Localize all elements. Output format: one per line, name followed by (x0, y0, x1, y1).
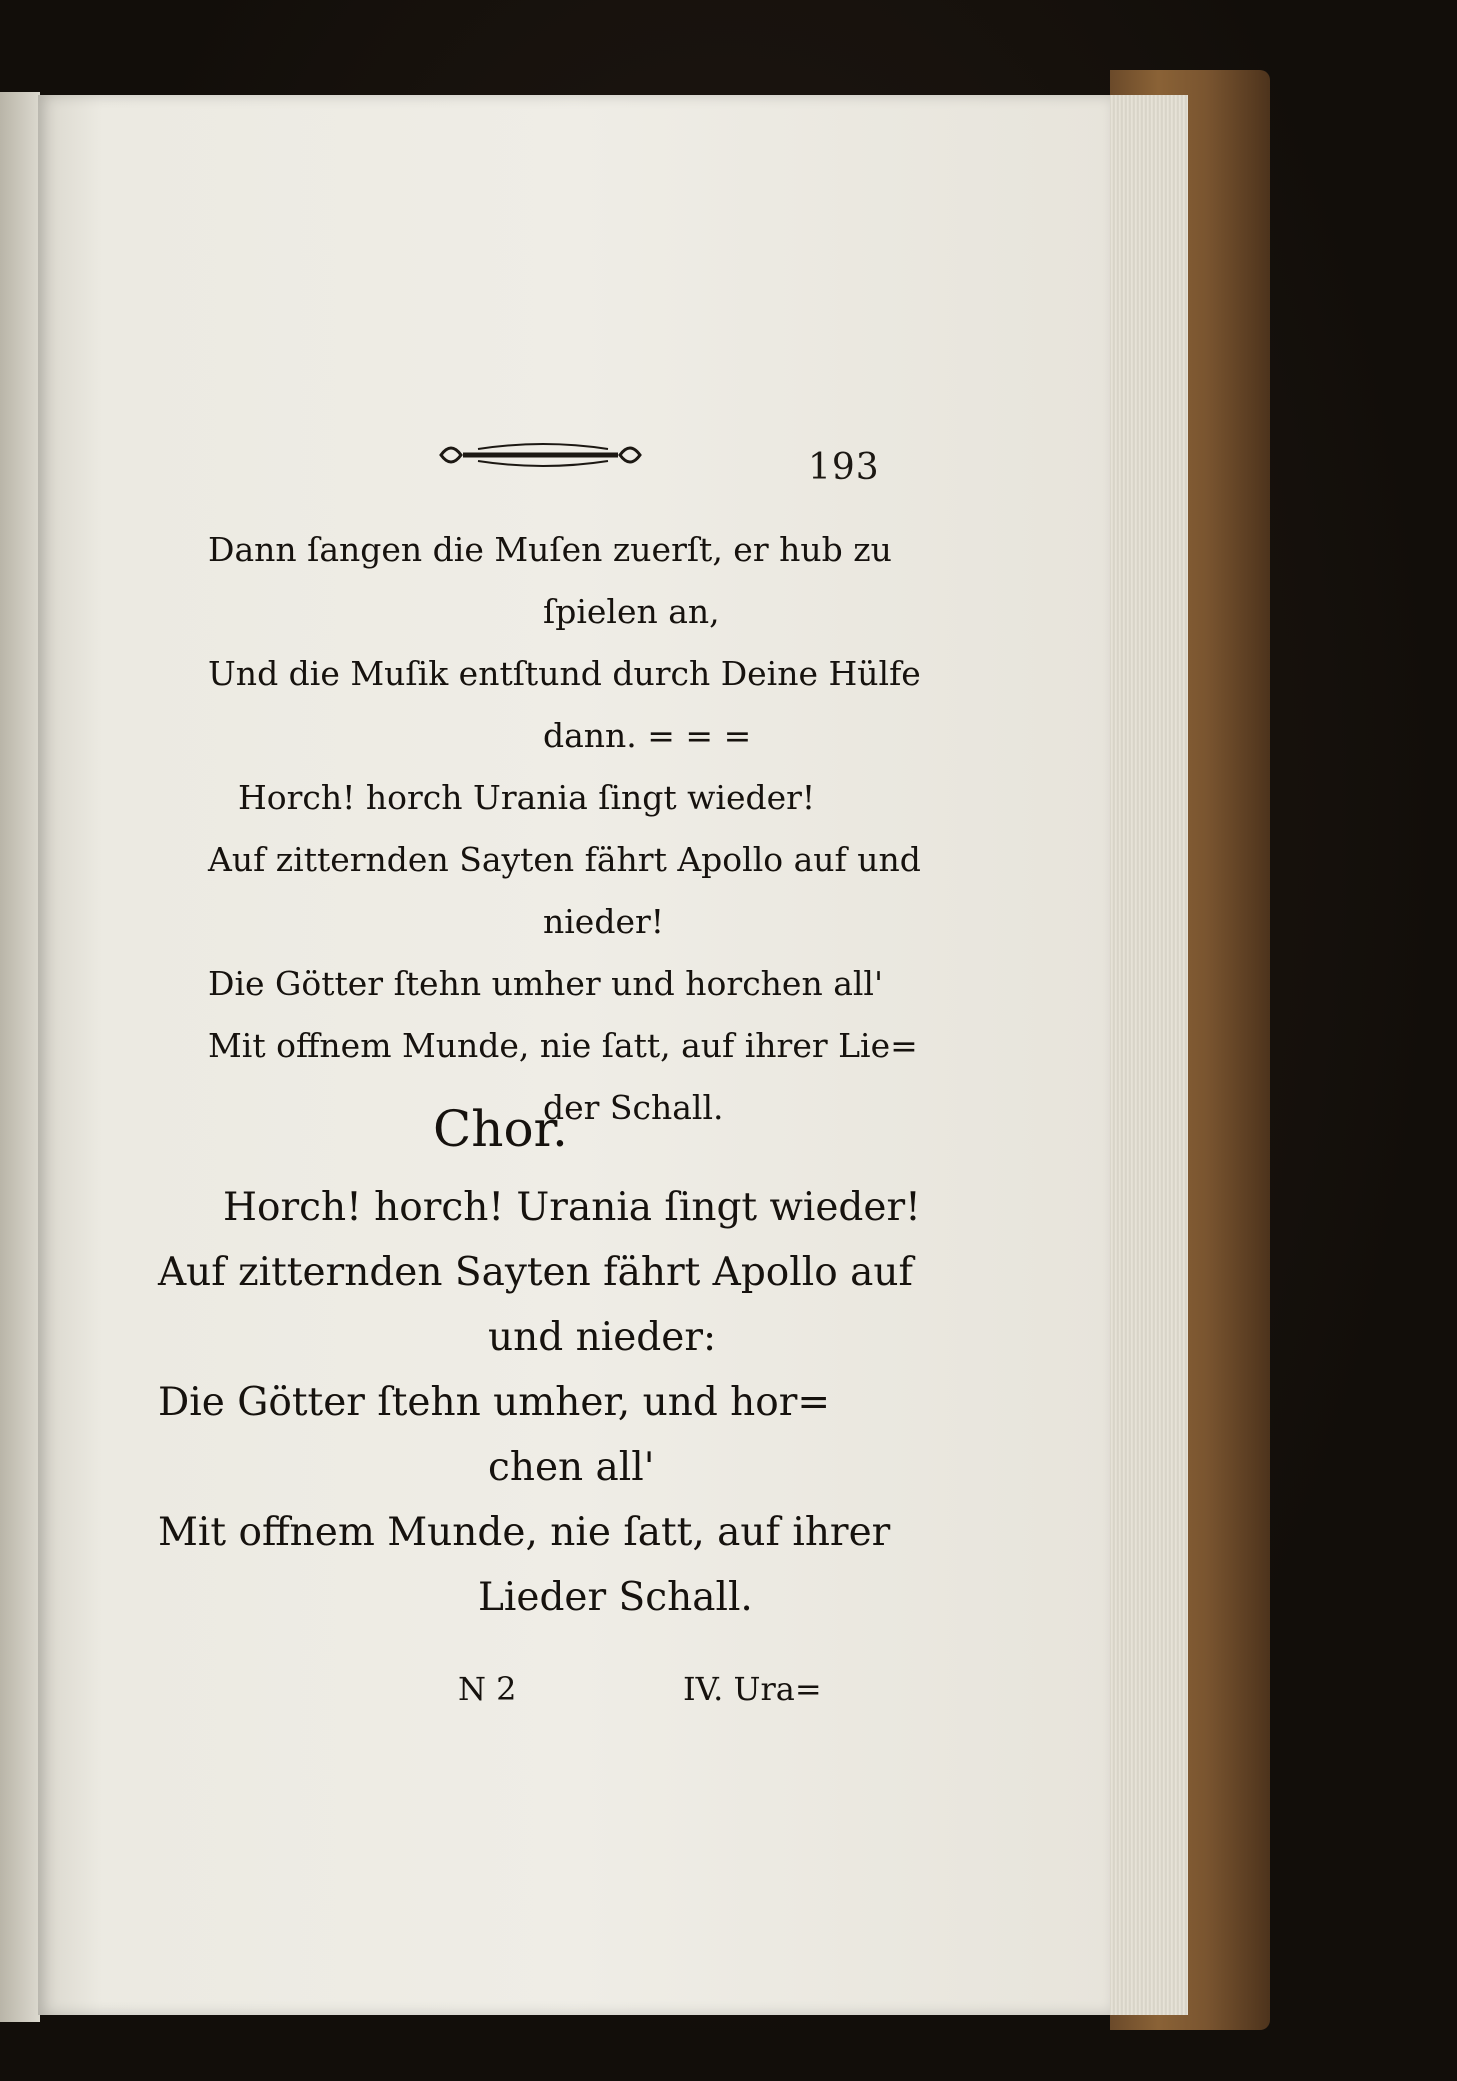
catchword: IV. Ura= (683, 1670, 822, 1708)
chorus-line: Die Götter ſtehn umher, und hor= (158, 1380, 831, 1425)
page-number: 193 (808, 447, 880, 488)
book-page (38, 95, 1110, 2015)
page-edges (1108, 95, 1188, 2015)
verse-line: dann. = = = (543, 716, 752, 755)
verse-line: Horch! horch Urania ſingt wieder! (238, 778, 816, 817)
chorus-line: Horch! horch! Urania ſingt wieder! (223, 1185, 921, 1230)
verse-line: Und die Muſik entſtund durch Deine Hülfe (208, 654, 921, 693)
verse-line: Mit offnem Munde, nie ſatt, auf ihrer Lie= (208, 1026, 918, 1065)
ornament-icon (433, 437, 648, 473)
chorus-line: Mit offnem Munde, nie ſatt, auf ihrer (158, 1510, 891, 1555)
page-header (38, 425, 1110, 495)
signature-mark: N 2 (458, 1670, 517, 1708)
left-page-edge (0, 92, 40, 2022)
verse-line: Auf zitternden Sayten fährt Apollo auf und (208, 840, 921, 879)
verse-line: Die Götter ſtehn umher und horchen all' (208, 964, 884, 1003)
verse-line: ſpielen an, (543, 592, 720, 631)
chorus-line: und nieder: (488, 1315, 717, 1360)
chorus-line: Auf zitternden Sayten fährt Apollo auf (158, 1250, 913, 1295)
chorus-line: Lieder Schall. (478, 1575, 753, 1620)
verse-line: nieder! (543, 902, 665, 941)
verse-line: Dann ſangen die Muſen zuerſt, er hub zu (208, 530, 892, 569)
chorus-line: chen all' (488, 1445, 655, 1490)
verse-line: der Schall. (543, 1088, 724, 1127)
chorus-title: Chor. (433, 1100, 568, 1158)
